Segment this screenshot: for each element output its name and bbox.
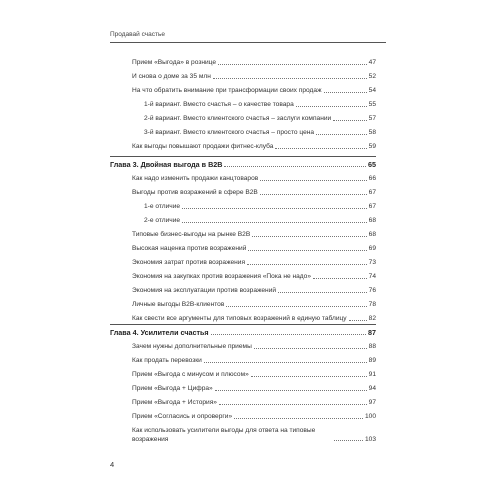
toc-chapter[interactable] xyxy=(110,161,376,169)
dot-leader xyxy=(204,362,367,363)
dot-leader xyxy=(260,180,366,181)
toc-entry[interactable] xyxy=(132,413,376,421)
toc-subentry[interactable] xyxy=(144,217,376,225)
toc-subentry[interactable] xyxy=(144,129,376,137)
chapter-title: Глава 4. Усилители счастья xyxy=(110,328,209,337)
dot-leader xyxy=(278,292,367,293)
chapter-title: Глава 3. Двойная выгода в B2B xyxy=(110,160,223,169)
toc-entry[interactable] xyxy=(132,287,376,295)
toc-entry-page: 82 xyxy=(368,315,376,322)
dot-leader xyxy=(226,306,366,307)
toc-entry-title: Как использовать усилители выгоды для ответа на типовые возражения xyxy=(132,427,316,443)
toc-entry-title: Как надо изменить продажи канцтоваров xyxy=(132,175,259,182)
dot-leader xyxy=(247,264,367,265)
toc-entry-page: 103 xyxy=(364,436,376,443)
toc-entry-title: И снова о доме за 35 млн xyxy=(132,73,211,80)
dot-leader xyxy=(182,208,367,209)
toc-entry-page: 78 xyxy=(368,301,376,308)
toc-entry-title: Прием «Выгода + Цифра» xyxy=(132,385,213,392)
dot-leader xyxy=(234,418,363,419)
dot-leader xyxy=(316,134,367,135)
dot-leader xyxy=(251,376,367,377)
toc-entry-title: 3-й вариант. Вместо клиентского счастья – просто цена xyxy=(144,129,315,136)
toc-subentry[interactable] xyxy=(144,203,376,211)
toc-entry-page: 58 xyxy=(368,129,376,136)
toc-entry-page: 69 xyxy=(368,245,376,252)
toc-entry[interactable] xyxy=(132,59,376,67)
dot-leader xyxy=(211,334,366,335)
dot-leader xyxy=(254,348,367,349)
toc-entry[interactable] xyxy=(132,245,376,253)
chapter-page: 87 xyxy=(368,328,376,337)
toc-entry-title: 2-е отличие xyxy=(144,217,181,224)
toc-entry-page: 89 xyxy=(368,357,376,364)
page-number: 4 xyxy=(110,460,115,469)
toc-entry[interactable] xyxy=(132,175,376,183)
toc-entry[interactable] xyxy=(132,357,376,365)
toc-entry[interactable] xyxy=(132,343,376,351)
toc-entry[interactable] xyxy=(132,399,376,407)
chapter-rule xyxy=(110,156,376,157)
dot-leader xyxy=(218,64,367,65)
dot-leader xyxy=(324,92,367,93)
dot-leader xyxy=(182,222,367,223)
toc-entry-page: 94 xyxy=(368,385,376,392)
dot-leader xyxy=(349,320,367,321)
toc-entry-page: 100 xyxy=(364,413,376,420)
toc-entry-title: На что обратить внимание при трансформации своих продаж xyxy=(132,87,322,94)
dot-leader xyxy=(252,236,366,237)
toc-entry[interactable] xyxy=(132,73,376,81)
toc-entry-page: 54 xyxy=(368,87,376,94)
toc-entry[interactable] xyxy=(132,87,376,95)
toc-entry-page: 57 xyxy=(368,115,376,122)
toc-subentry[interactable] xyxy=(144,115,376,123)
toc-entry-page: 91 xyxy=(368,371,376,378)
toc-subentry[interactable] xyxy=(144,101,376,109)
toc-entry-title: Экономия на закупках против возражения «Пока не надо» xyxy=(132,273,311,280)
dot-leader xyxy=(248,250,366,251)
toc-entry-title: Прием «Выгода» в рознице xyxy=(132,59,217,66)
toc-entry-title: Выгоды против возражений в сфере B2B xyxy=(132,189,258,196)
toc-entry-page: 47 xyxy=(368,59,376,66)
toc-entry-page: 59 xyxy=(368,143,376,150)
toc-entry-title: Высокая наценка против возражений xyxy=(132,245,247,252)
toc-entry[interactable] xyxy=(132,301,376,309)
toc-entry-page: 76 xyxy=(368,287,376,294)
toc-entry-page: 67 xyxy=(368,203,376,210)
toc-entry[interactable] xyxy=(132,189,376,197)
chapter-rule xyxy=(110,324,376,325)
toc-entry-page: 55 xyxy=(368,101,376,108)
toc-entry-title: Экономия на эксплуатации против возражений xyxy=(132,287,277,294)
toc-entry[interactable] xyxy=(132,231,376,239)
dot-leader xyxy=(334,440,363,441)
toc-entry-page: 66 xyxy=(368,175,376,182)
toc-entry-title: Прием «Согласись и опроверги» xyxy=(132,413,233,420)
dot-leader xyxy=(313,278,367,279)
dot-leader xyxy=(224,166,366,167)
toc-entry[interactable] xyxy=(132,315,376,323)
dot-leader xyxy=(260,194,367,195)
toc-entry-page: 52 xyxy=(368,73,376,80)
dot-leader xyxy=(219,404,367,405)
toc-entry-title: Прием «Выгода с минусом и плюсом» xyxy=(132,371,249,378)
toc-entry-title: 1-й вариант. Вместо счастья – о качестве товара xyxy=(144,101,294,108)
running-header: Продавай счастье xyxy=(110,31,166,38)
toc-entry-title: Экономия затрат против возражения xyxy=(132,259,246,266)
toc-entry[interactable] xyxy=(132,259,376,267)
toc-entry-page: 67 xyxy=(368,189,376,196)
dot-leader xyxy=(333,120,366,121)
dot-leader xyxy=(275,148,366,149)
toc-entry-title: Как свести все аргументы для типовых возражений в единую таблицу xyxy=(132,315,347,322)
toc-entry-page: 97 xyxy=(368,399,376,406)
toc-entry[interactable] xyxy=(132,385,376,393)
toc-entry-page: 74 xyxy=(368,273,376,280)
chapter-page: 65 xyxy=(368,160,376,169)
toc-entry-title: Типовые бизнес-выгоды на рынке B2B xyxy=(132,231,251,238)
toc-entry[interactable] xyxy=(132,371,376,379)
dot-leader xyxy=(296,106,367,107)
dot-leader xyxy=(213,78,367,79)
toc-entry-title: Зачем нужны дополнительные приемы xyxy=(132,343,252,350)
toc-entry-title: 2-й вариант. Вместо клиентского счастья – заслуги компании xyxy=(144,115,332,122)
toc-entry-title: Личные выгоды B2B-клиентов xyxy=(132,301,225,308)
toc-entry-page: 68 xyxy=(368,231,376,238)
toc-entry[interactable] xyxy=(132,143,376,151)
toc-entry[interactable] xyxy=(132,273,376,281)
toc-entry-title: 1-е отличие xyxy=(144,203,181,210)
toc-entry-title: Как выгоды повышают продажи фитнес-клуба xyxy=(132,143,274,150)
toc-entry-page: 88 xyxy=(368,343,376,350)
dot-leader xyxy=(215,390,367,391)
toc-entry-title: Прием «Выгода + История» xyxy=(132,399,217,406)
toc-entry[interactable] xyxy=(132,426,376,444)
toc-entry-page: 68 xyxy=(368,217,376,224)
toc-chapter[interactable] xyxy=(110,329,376,337)
toc-entry-page: 73 xyxy=(368,259,376,266)
toc-entry-title: Как продать перевозки xyxy=(132,357,202,364)
